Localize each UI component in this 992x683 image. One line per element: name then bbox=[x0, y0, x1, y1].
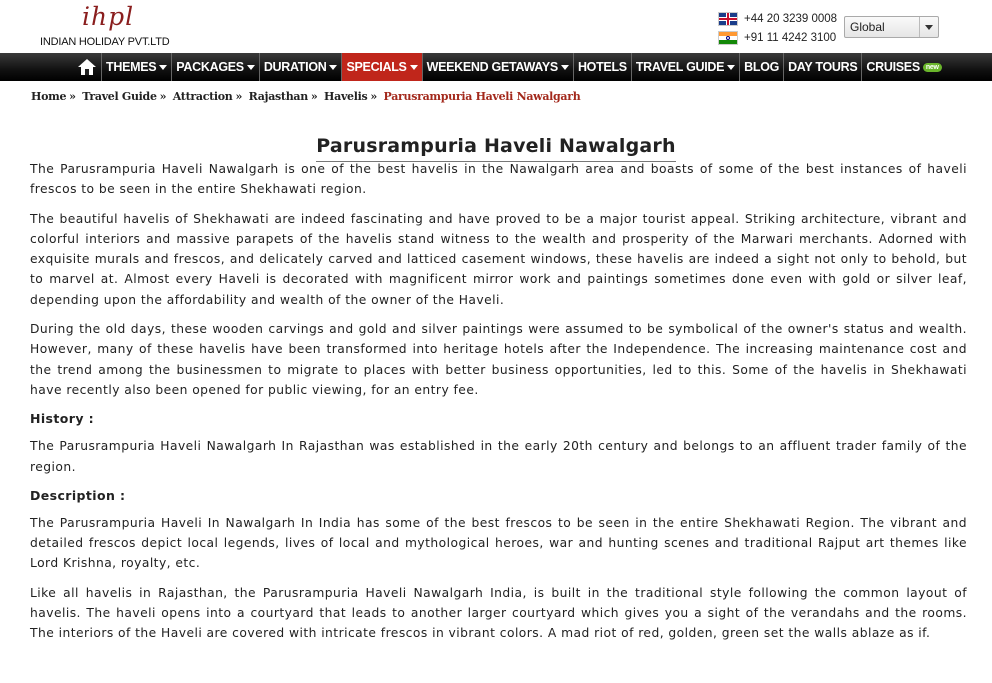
contact-numbers bbox=[718, 9, 837, 47]
nav-item-label: PACKAGES bbox=[176, 60, 244, 74]
india-flag-icon bbox=[718, 31, 738, 45]
nav-item-label: DURATION bbox=[263, 60, 327, 74]
description-paragraph: Like all havelis in Rajasthan, the Parusrampuria Haveli Nawalgarh India, is built in the traditional style following the common layout of havelis. The haveli opens into a courtyard that leads to another larger courtyard which gives you a sight of the verandahs and the rooms. The interiors of the Haveli are covered with intricate frescos in vibrant colors. A mad riot of red, golden, green set the walls ablaze as if. bbox=[30, 585, 967, 641]
company-name: INDIAN HOLIDAY PVT.LTD bbox=[40, 36, 170, 48]
nav-item-duration[interactable] bbox=[260, 53, 343, 81]
nav-item-hotels[interactable] bbox=[574, 53, 632, 81]
intro-paragraph: The Parusrampuria Haveli Nawalgarh is one of the best havelis in the Nawalgarh area and boasts of some of the best instances of haveli frescos to be seen in the entire Shekhawati region. bbox=[30, 162, 967, 197]
nav-item-label: CRUISES bbox=[866, 60, 920, 74]
phone-uk: +44 20 3239 0008 bbox=[744, 12, 838, 25]
caret-down-icon bbox=[727, 65, 735, 70]
nav-item-packages[interactable] bbox=[172, 53, 260, 81]
nav-item-label: BLOG bbox=[744, 60, 780, 74]
nav-item-label: TRAVEL GUIDE bbox=[635, 60, 725, 74]
history-heading: History : bbox=[30, 411, 95, 427]
page-title: Parusrampuria Haveli Nawalgarh bbox=[316, 135, 675, 162]
region-select-arrow[interactable] bbox=[919, 17, 938, 37]
breadcrumb-separator: » bbox=[310, 90, 318, 103]
nav-item-day-tours[interactable] bbox=[784, 53, 862, 81]
description-heading: Description : bbox=[30, 487, 126, 503]
site-logo[interactable] bbox=[38, 2, 178, 50]
phone-india: +91 11 4242 3100 bbox=[744, 31, 837, 44]
caret-down-icon bbox=[329, 65, 337, 70]
caret-down-icon bbox=[561, 65, 569, 70]
intro-paragraph: The beautiful havelis of Shekhawati are indeed fascinating and have proved to be a major tourist appeal. Striking architecture, vibrant and colorful interiors and massive parapets of the havelis stand witness to the wealth and prosperity of the Marwari merchants. Adorned with exquisite murals and frescos, and delicately carved and latticed casement windows, these havelis are indeed a sight not only to behold, but to marvel at. Almost every Haveli is decorated with magnificent mirror work and paintings sometimes done even with gold or silver leaf, depending upon the affordability and wealth of the owner of the Haveli. bbox=[30, 211, 967, 307]
breadcrumb-link-attraction[interactable]: Attraction bbox=[172, 90, 233, 103]
description-paragraph: The Parusrampuria Haveli In Nawalgarh In India has some of the best frescos to be seen in the entire Shekhawati Region. The vibrant and detailed frescos depict local legends, lives of local and mythological heroes, war and hunting scenes and traditional Rajput art themes like Lord Krishna, royalty, etc. bbox=[30, 515, 967, 571]
history-paragraph: The Parusrampuria Haveli Nawalgarh In Rajasthan was established in the early 20th century and belongs to an affluent trader family of the region. bbox=[30, 439, 967, 474]
breadcrumb-separator: » bbox=[370, 90, 377, 103]
article-content bbox=[30, 159, 967, 653]
nav-item-blog[interactable] bbox=[740, 53, 784, 81]
breadcrumb-separator: » bbox=[69, 90, 76, 103]
logo-mark: ihpl bbox=[82, 2, 135, 31]
breadcrumb bbox=[31, 90, 580, 103]
contact-row-uk bbox=[718, 9, 837, 28]
home-icon bbox=[78, 59, 96, 75]
nav-item-label: HOTELS bbox=[577, 60, 627, 74]
nav-item-label: WEEKEND GETAWAYS bbox=[426, 60, 558, 74]
caret-down-icon bbox=[410, 65, 418, 70]
nav-home[interactable] bbox=[72, 53, 102, 81]
new-badge: new bbox=[923, 63, 942, 72]
nav-item-travel-guide[interactable] bbox=[632, 53, 740, 81]
nav-item-label: DAY TOURS bbox=[788, 60, 858, 74]
breadcrumb-separator: » bbox=[159, 90, 167, 103]
nav-item-weekend-getaways[interactable] bbox=[423, 53, 574, 81]
nav-item-specials[interactable] bbox=[342, 53, 422, 81]
breadcrumb-link-rajasthan[interactable]: Rajasthan bbox=[248, 90, 308, 103]
breadcrumb-link-travel-guide[interactable]: Travel Guide bbox=[82, 90, 157, 103]
region-select[interactable] bbox=[844, 16, 939, 38]
nav-item-cruises[interactable] bbox=[862, 53, 945, 81]
nav-item-label: THEMES bbox=[106, 60, 157, 74]
chevron-down-icon bbox=[925, 25, 933, 30]
nav-item-themes[interactable] bbox=[102, 53, 172, 81]
uk-flag-icon bbox=[718, 12, 738, 26]
contact-row-india bbox=[718, 28, 837, 47]
main-nav bbox=[0, 53, 992, 81]
breadcrumb-current: Parusrampuria Haveli Nawalgarh bbox=[383, 90, 581, 103]
region-select-value: Global bbox=[850, 20, 885, 34]
site-header bbox=[0, 0, 992, 53]
caret-down-icon bbox=[159, 65, 167, 70]
breadcrumb-link-home[interactable]: Home bbox=[31, 90, 67, 103]
nav-item-label: SPECIALS bbox=[346, 60, 407, 74]
caret-down-icon bbox=[247, 65, 255, 70]
intro-paragraph: During the old days, these wooden carvings and gold and silver paintings were assumed to be symbolical of the owner's status and wealth. However, many of these havelis have been transformed into heritage hotels after the Independence. The increasing maintenance cost and the trend among the businessmen to migrate to places with better business opportunities, led to this. Some of the havelis in Shekhawati have recently also been opened for public viewing, for an entry fee. bbox=[30, 322, 967, 397]
breadcrumb-link-havelis[interactable]: Havelis bbox=[324, 90, 368, 103]
breadcrumb-separator: » bbox=[235, 90, 243, 103]
